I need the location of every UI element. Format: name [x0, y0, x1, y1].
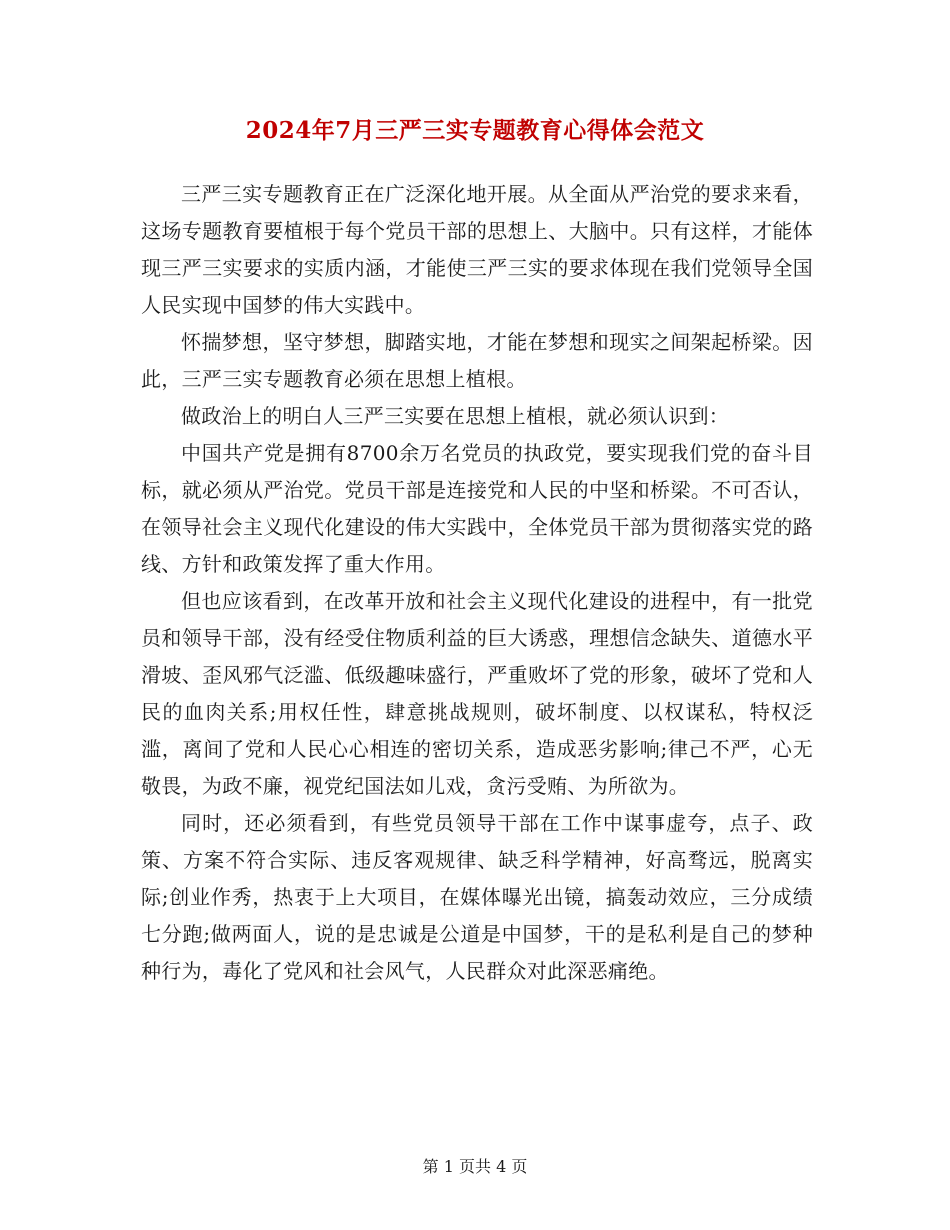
paragraph-6: 同时，还必须看到，有些党员领导干部在工作中谋事虚夸，点子、政策、方案不符合实际、违反客观规律、缺乏科学精神，好高骛远，脱离实际;创业作秀，热衷于上大项目，在媒体曝光出镜，搞轰动效应，三分成绩七分跑;做两面人，说的是忠诚是公道是中国梦，干的是私利是自己的梦种种行为，毒化了党风和社会风气，人民群众对此深恶痛绝。 — [141, 811, 813, 983]
page-footer: 第 1 页共 4 页 — [422, 1157, 528, 1176]
document-title: 2024年7月三严三实专题教育心得体会范文 — [245, 117, 705, 144]
paragraph-3: 做政治上的明白人三严三实要在思想上植根，就必须认识到： — [181, 404, 730, 428]
paragraph-4: 中国共产党是拥有8700余万名党员的执政党，要实现我们党的奋斗目标，就必须从严治党。党员干部是连接党和人民的中坚和桥梁。不可否认，在领导社会主义现代化建设的伟大实践中，全体党员干部为贯彻落实党的路线、方针和政策发挥了重大作用。 — [141, 441, 813, 576]
document-body — [141, 176, 813, 990]
paragraph-5: 但也应该看到，在改革开放和社会主义现代化建设的进程中，有一批党员和领导干部，没有经受住物质利益的巨大诱惑，理想信念缺失、道德水平滑坡、歪风邪气泛滥、低级趣味盛行，严重败坏了党的形象，破坏了党和人民的血肉关系;用权任性，肆意挑战规则，破坏制度、以权谋私，特权泛滥，离间了党和人民心心相连的密切关系，造成恶劣影响;律己不严，心无敬畏，为政不廉，视党纪国法如儿戏，贪污受贿、为所欲为。 — [141, 589, 813, 798]
paragraph-2: 怀揣梦想，坚守梦想，脚踏实地，才能在梦想和现实之间架起桥梁。因此，三严三实专题教育必须在思想上植根。 — [141, 330, 813, 391]
paragraph-1: 三严三实专题教育正在广泛深化地开展。从全面从严治党的要求来看，这场专题教育要植根于每个党员干部的思想上、大脑中。只有这样，才能体现三严三实要求的实质内涵，才能使三严三实的要求体现在我们党领导全国人民实现中国梦的伟大实践中。 — [141, 182, 813, 317]
